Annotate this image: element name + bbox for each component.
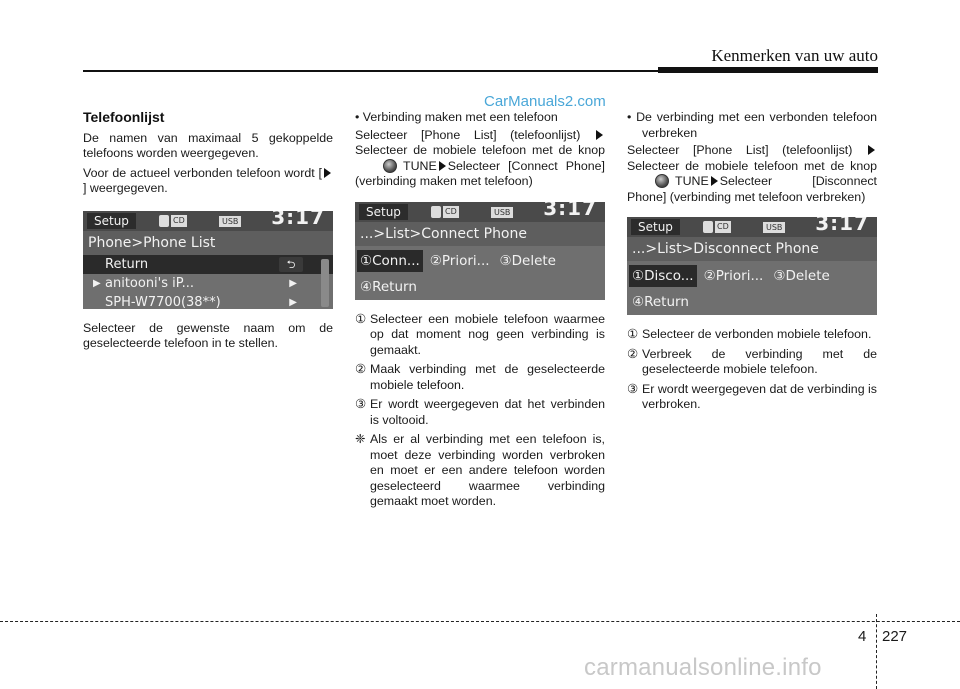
list-item: ① Selecteer een mobiele telefoon waarmee op dat moment nog geen verbinding is gemaakt. bbox=[355, 311, 605, 357]
bluetooth-icon bbox=[159, 215, 169, 227]
screen-option-connect: ①Conn... bbox=[357, 250, 423, 272]
bullet-heading: • De verbinding met een verbonden telefoon verbreken bbox=[627, 110, 877, 140]
screen-option-return: ④Return bbox=[360, 278, 417, 295]
screen-row-return: Return ⮌ bbox=[83, 255, 333, 274]
list-item: ② Maak verbinding met de geselecteerde mobiele telefoon. bbox=[355, 362, 605, 392]
section-title: Telefoonlijst bbox=[83, 109, 165, 125]
cd-icon: CD bbox=[173, 215, 185, 225]
paragraph-current-phone: Voor de actueel verbonden telefoon wordt [] weergegeven. bbox=[83, 166, 333, 197]
screen-title: ...>List>Connect Phone bbox=[355, 222, 605, 246]
list-item: ③ Er wordt weergegeven dat het verbinden is voltooid. bbox=[355, 397, 605, 427]
column-connect-phone bbox=[355, 110, 605, 514]
chapter-number: 4 bbox=[858, 628, 867, 645]
screen-setup-label: Setup bbox=[87, 213, 136, 229]
screen-row-phone: ▶ anitooni's iP... ▶ bbox=[93, 275, 297, 291]
screen-options bbox=[355, 246, 605, 300]
arrow-right-icon bbox=[711, 176, 718, 186]
list-item-note: ❈ Als er al verbinding met een telefoon is, moet deze verbinding worden verbroken en moet er een andere telefoon worden geselecteerd waarmee verbinding gemaakt moet worden. bbox=[355, 432, 605, 508]
footer-rule bbox=[0, 621, 960, 622]
screen-setup-label: Setup bbox=[631, 219, 680, 235]
tune-knob-icon bbox=[383, 159, 397, 173]
usb-icon: USB bbox=[763, 222, 785, 233]
screen-row-phone: SPH-W7700(38**) ▶ bbox=[83, 293, 333, 309]
screen-time: 3:17 bbox=[543, 201, 597, 220]
connected-arrow-icon: ▶ bbox=[93, 277, 101, 289]
footer-divider bbox=[876, 614, 877, 689]
screen-time: 3:17 bbox=[815, 217, 869, 235]
paragraph-select: Selecteer de gewenste naam om de geselecteerde telefoon in te stellen. bbox=[83, 320, 333, 350]
chevron-right-icon: ▶ bbox=[289, 296, 297, 308]
screen-option-disconnect: ①Disco... bbox=[629, 265, 697, 287]
list-item: ② Verbreek de verbinding met de geselecteerde mobiele telefoon. bbox=[627, 346, 877, 376]
paragraph-intro: De namen van maximaal 5 gekoppelde telefoons worden weergegeven. bbox=[83, 130, 333, 160]
list-item: ① Selecteer de verbonden mobiele telefoon. bbox=[627, 327, 872, 341]
screen-option-priority: ②Priori... bbox=[703, 268, 764, 284]
bullet-heading: • Verbinding maken met een telefoon bbox=[355, 110, 558, 124]
screen-option-priority: ②Priori... bbox=[429, 252, 490, 269]
arrow-right-icon bbox=[439, 161, 446, 171]
header-title: Kenmerken van uw auto bbox=[711, 46, 878, 65]
screen-connect-phone bbox=[355, 202, 605, 300]
paragraph-steps: Selecteer [Phone List] (telefoonlijst) Selecteer de mobiele telefoon met de knopTUNE Selecteer [Disconnect Phone] (verbinding met telefoon verbreken) bbox=[627, 143, 877, 204]
screen-options bbox=[627, 261, 877, 315]
column-phone-list bbox=[83, 110, 333, 356]
watermark-bottom[interactable]: carmanualsonline.info bbox=[584, 654, 822, 681]
screen-title: Phone>Phone List bbox=[83, 231, 333, 255]
screen-scrollbar bbox=[321, 259, 329, 307]
screen-status-bar bbox=[355, 202, 605, 222]
screen-phone-list bbox=[83, 211, 333, 309]
bluetooth-icon bbox=[431, 206, 441, 218]
screen-status-bar bbox=[627, 217, 877, 237]
screen-option-return: ④Return bbox=[632, 294, 689, 310]
screen-time: 3:17 bbox=[271, 210, 325, 229]
cd-icon: CD bbox=[445, 206, 457, 216]
cd-icon: CD bbox=[717, 222, 729, 231]
tune-knob-icon bbox=[655, 174, 669, 188]
arrow-right-icon bbox=[868, 145, 875, 155]
screen-setup-label: Setup bbox=[359, 204, 408, 220]
paragraph-steps: Selecteer [Phone List] (telefoonlijst) Selecteer de mobiele telefoon met de knopTUNE Selecteer [Connect Phone] (verbinding maken met telefoon) bbox=[355, 127, 605, 188]
header-rule-accent bbox=[658, 67, 878, 73]
back-icon: ⮌ bbox=[279, 257, 303, 272]
screen-disconnect-phone bbox=[627, 217, 877, 315]
chevron-right-icon: ▶ bbox=[289, 277, 297, 289]
screen-option-delete: ③Delete bbox=[499, 252, 556, 269]
usb-icon: USB bbox=[219, 216, 241, 227]
watermark-top[interactable]: CarManuals2.com bbox=[484, 93, 606, 110]
list-item: ③ Er wordt weergegeven dat de verbinding is verbroken. bbox=[627, 381, 877, 411]
column-disconnect-phone bbox=[627, 110, 877, 417]
usb-icon: USB bbox=[491, 207, 513, 218]
screen-option-delete: ③Delete bbox=[773, 268, 830, 284]
screen-title: ...>List>Disconnect Phone bbox=[627, 237, 877, 261]
arrow-right-icon bbox=[324, 168, 331, 178]
arrow-right-icon bbox=[596, 130, 603, 140]
header-rule bbox=[83, 70, 658, 72]
screen-status-bar bbox=[83, 211, 333, 231]
page-number: 227 bbox=[882, 628, 908, 645]
bluetooth-icon bbox=[703, 221, 713, 233]
